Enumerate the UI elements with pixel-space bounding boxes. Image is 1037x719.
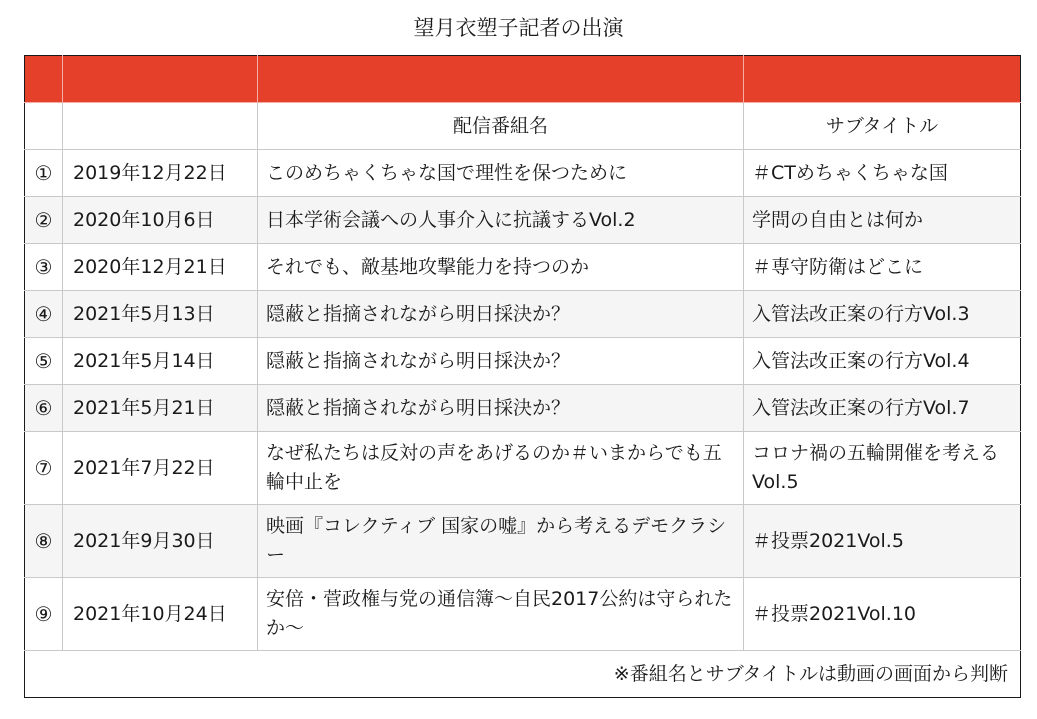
table-row (25, 244, 1021, 291)
row-program: 隠蔽と指摘されながら明日採決か？ (258, 291, 744, 338)
column-header-number (25, 103, 63, 150)
row-number: ⑨ (25, 578, 63, 651)
row-program: 安倍・菅政権与党の通信簿〜自民2017公約は守られたか〜 (258, 578, 744, 651)
table-row (25, 150, 1021, 197)
row-subtitle: 学問の自由とは何か (744, 197, 1021, 244)
row-number: ⑥ (25, 385, 63, 432)
row-number: ② (25, 197, 63, 244)
row-subtitle: 入管法改正案の行方Vol.4 (744, 338, 1021, 385)
header-band-cell (25, 56, 63, 103)
row-date: 2021年5月21日 (63, 385, 258, 432)
row-date: 2021年10月24日 (63, 578, 258, 651)
row-program: なぜ私たちは反対の声をあげるのか＃いまからでも五輪中止を (258, 432, 744, 505)
row-subtitle: ＃専守防衛はどこに (744, 244, 1021, 291)
row-program: 隠蔽と指摘されながら明日採決か？ (258, 385, 744, 432)
table-row (25, 197, 1021, 244)
appearance-table (24, 55, 1021, 698)
row-subtitle: 入管法改正案の行方Vol.3 (744, 291, 1021, 338)
row-subtitle: ＃投票2021Vol.5 (744, 505, 1021, 578)
header-band-cell (744, 56, 1021, 103)
row-date: 2021年9月30日 (63, 505, 258, 578)
row-number: ④ (25, 291, 63, 338)
header-band (25, 56, 1021, 103)
row-date: 2019年12月22日 (63, 150, 258, 197)
footnote-row (25, 651, 1021, 698)
column-header-program: 配信番組名 (258, 103, 744, 150)
row-number: ⑦ (25, 432, 63, 505)
row-program: 隠蔽と指摘されながら明日採決か？ (258, 338, 744, 385)
table-row (25, 291, 1021, 338)
row-program: 日本学術会議への人事介入に抗議するVol.2 (258, 197, 744, 244)
row-subtitle: ＃投票2021Vol.10 (744, 578, 1021, 651)
footnote: ※番組名とサブタイトルは動画の画面から判断 (25, 651, 1021, 698)
row-date: 2020年10月6日 (63, 197, 258, 244)
column-header-date (63, 103, 258, 150)
row-subtitle: ＃CTめちゃくちゃな国 (744, 150, 1021, 197)
row-program: 映画『コレクティブ 国家の嘘』から考えるデモクラシー (258, 505, 744, 578)
row-number: ⑧ (25, 505, 63, 578)
table-row (25, 505, 1021, 578)
row-date: 2021年5月13日 (63, 291, 258, 338)
page-title: 望月衣塑子記者の出演 (413, 16, 624, 40)
row-subtitle: 入管法改正案の行方Vol.7 (744, 385, 1021, 432)
row-number: ⑤ (25, 338, 63, 385)
header-band-cell (63, 56, 258, 103)
row-number: ① (25, 150, 63, 197)
row-date: 2021年5月14日 (63, 338, 258, 385)
row-date: 2020年12月21日 (63, 244, 258, 291)
table-row (25, 385, 1021, 432)
header-band-cell (258, 56, 744, 103)
column-header-subtitle: サブタイトル (744, 103, 1021, 150)
table-row (25, 432, 1021, 505)
table-row (25, 578, 1021, 651)
row-program: このめちゃくちゃな国で理性を保つために (258, 150, 744, 197)
row-number: ③ (25, 244, 63, 291)
row-program: それでも、敵基地攻撃能力を持つのか (258, 244, 744, 291)
row-date: 2021年7月22日 (63, 432, 258, 505)
column-header-row (25, 103, 1021, 150)
table-row (25, 338, 1021, 385)
row-subtitle: コロナ禍の五輪開催を考えるVol.5 (744, 432, 1021, 505)
